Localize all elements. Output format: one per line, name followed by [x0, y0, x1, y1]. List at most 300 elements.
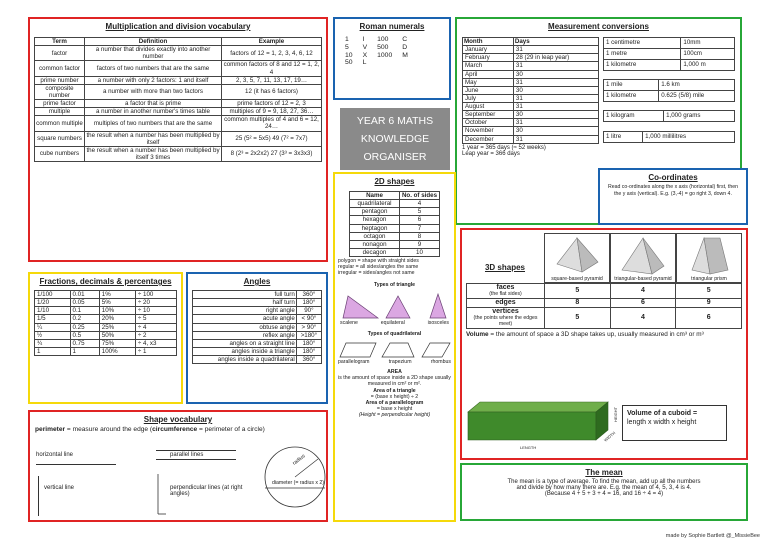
table-cell: ÷ 4 [135, 323, 176, 331]
parallelogram-area-title: Area of a parallelogram [365, 400, 424, 406]
mean-line-1: The mean is a type of average. To find the mean, add up all the numbers [507, 479, 701, 485]
horizontal-label: horizontal line [36, 452, 74, 458]
table-row [35, 84, 322, 99]
table-cell: 30 [513, 86, 598, 94]
row-label-title: edges [495, 299, 516, 307]
table-cell: ÷ 5 [135, 315, 176, 323]
table-cell: 2, 3, 5, 7, 11, 13, 17, 19… [222, 76, 322, 84]
irregular-def: irregular = sides/angles not same [338, 270, 415, 276]
table-cell: 20% [99, 315, 135, 323]
table-cell: 5 [400, 208, 440, 216]
table-cell: angles on a straight line [193, 339, 297, 347]
table-cell: multiples of two numbers that are the same [85, 116, 222, 131]
angles-panel [186, 272, 328, 404]
table-cell: ÷ 1 [135, 347, 176, 355]
table-cell: 31 [513, 46, 598, 54]
multiplication-vocab-panel [28, 17, 328, 262]
fractions-table [34, 290, 177, 356]
polygon-def: polygon = shape with straight sides [338, 258, 419, 264]
table-row [463, 103, 599, 111]
perpendicular-lines-icon [156, 472, 166, 516]
parallel-label: parallel lines [170, 452, 204, 458]
table-cell: angles inside a triangle [193, 347, 297, 355]
table-cell: factors of two numbers that are the same [85, 61, 222, 76]
table-cell: 50% [99, 331, 135, 339]
table-cell: 360° [296, 356, 321, 364]
table-row [193, 331, 322, 339]
table-cell: multiple [35, 108, 85, 116]
table-cell: 1 metre [604, 49, 681, 60]
table-row [35, 46, 322, 61]
diameter-label: diameter (= radius x 2) [272, 480, 325, 486]
table-cell: 0.1 [70, 307, 99, 315]
table-cell: 31 [513, 78, 598, 86]
table-cell: May [463, 78, 514, 86]
cuboid-title: Volume of a cuboid = [627, 410, 698, 417]
table-row [193, 299, 322, 307]
shapes-3d-title: 3D shapes [484, 263, 526, 272]
cuboid-length-label: LENGTH [520, 445, 537, 450]
table-cell: 1 [70, 347, 99, 355]
table-cell: common multiple [35, 116, 85, 131]
table-cell: acute angle [193, 315, 297, 323]
table-cell: 360° [296, 291, 321, 299]
table-cell: 0.5 [70, 331, 99, 339]
table-cell: 8 [400, 232, 440, 240]
triangular-pyramid-label: triangular-based pyramid [614, 276, 672, 282]
table-cell: a number with only 2 factors: 1 and itself [85, 76, 222, 84]
table-cell: < 90° [296, 315, 321, 323]
table-cell: 5 [545, 308, 611, 329]
shape-sides-header: No. of sides [400, 192, 440, 200]
table-cell: 0.75 [70, 339, 99, 347]
roman-numerals-panel [333, 17, 451, 100]
table-cell: March [463, 62, 514, 70]
table-row [35, 108, 322, 116]
table-cell: prime factor [35, 100, 85, 108]
triangle-types-title: Types of triangle [373, 282, 416, 288]
banner-line-3: ORGANISER [363, 151, 427, 163]
isosceles-label: isosceles [427, 320, 449, 326]
table-cell: 1/10 [35, 307, 71, 315]
table-row [35, 331, 177, 339]
table-row [463, 70, 599, 78]
row-label [467, 299, 545, 308]
year-line: 1 year = 365 days (≈ 52 weeks) [462, 144, 546, 151]
months-table [462, 37, 599, 144]
area-title: AREA [387, 369, 402, 375]
equilateral-label: equilateral [380, 320, 405, 326]
circumference-text: = perimeter of a circle) [197, 426, 265, 433]
table-cell: common multiples of 4 and 6 = 12, 24… [222, 116, 322, 131]
table-cell: 8 [545, 299, 611, 308]
table-cell: 1/20 [35, 299, 71, 307]
table-cell: 10 [345, 51, 353, 59]
table-cell: 1 kilometre [604, 60, 681, 71]
square-pyramid-label: square-based pyramid [551, 276, 603, 282]
coordinates-panel [598, 168, 748, 225]
table-cell: February [463, 54, 514, 62]
table-cell: 31 [513, 135, 598, 143]
table-cell: 5 [676, 284, 742, 299]
table-cell: 0.05 [70, 299, 99, 307]
table-row [193, 291, 322, 299]
table-cell: ÷ 10 [135, 307, 176, 315]
cuboid-icon [466, 398, 619, 450]
area-text: is the amount of space inside a 2D shape usually measured in cm² or m². [338, 375, 451, 387]
radius-label: radius [291, 453, 307, 467]
table-cell: quadrilateral [350, 200, 400, 208]
quadrilateral-types-icon [338, 339, 453, 359]
table-cell: multiples of 9 = 9, 18, 27, 36… [222, 108, 322, 116]
table-cell: 1 kilometre [604, 91, 659, 102]
table-row [604, 60, 735, 71]
table-cell: October [463, 119, 514, 127]
table-cell: 5% [99, 299, 135, 307]
table-cell: 9 [400, 240, 440, 248]
table-cell: 1000 [377, 51, 393, 59]
table-cell: ¾ [35, 339, 71, 347]
table-cell: a number that divides exactly into another number [85, 46, 222, 61]
table-cell: 6 [610, 299, 676, 308]
angles-title: Angles [243, 277, 271, 286]
table-cell: obtuse angle [193, 323, 297, 331]
table-cell: 100% [99, 347, 135, 355]
table-cell: V [362, 43, 368, 51]
fractions-title: Fractions, decimals & percentages [39, 277, 172, 286]
table-row [463, 111, 599, 119]
shape-vocab-title: Shape vocabulary [143, 415, 213, 424]
conversion-table [603, 131, 735, 143]
table-cell: > 90° [296, 323, 321, 331]
table-cell: L [362, 59, 367, 67]
table-cell: ¼ [35, 323, 71, 331]
table-cell: 0.2 [70, 315, 99, 323]
table-cell: August [463, 103, 514, 111]
table-cell: common factors of 8 and 12 = 1, 2, 4 [222, 61, 322, 76]
table-cell: 10mm [681, 38, 735, 49]
conversions [603, 37, 735, 157]
table-cell: 1 mile [604, 80, 659, 91]
square-pyramid-icon [552, 236, 602, 276]
table-cell: 0.25 [70, 323, 99, 331]
table-row [350, 248, 440, 256]
parallelogram-area-formula: = base x height [376, 406, 413, 412]
table-cell [397, 59, 413, 67]
table-cell: factor [35, 46, 85, 61]
table-cell: 1 litre [604, 132, 643, 143]
coordinates-title: Co-ordinates [648, 173, 698, 182]
table-row [463, 119, 599, 127]
table-row [350, 240, 440, 248]
table-cell: cube numbers [35, 146, 85, 161]
table-cell: June [463, 86, 514, 94]
circumference-word: circumference [152, 426, 198, 433]
multiplication-table [34, 37, 322, 162]
shapes-3d-table [466, 283, 742, 329]
table-cell: 100cm [681, 49, 735, 60]
table-cell: 31 [513, 119, 598, 127]
table-cell: a number in another number's times table [85, 108, 222, 116]
multiplication-title: Multiplication and division vocabulary [105, 22, 251, 31]
table-cell: octagon [350, 232, 400, 240]
table-cell: I [362, 36, 365, 43]
table-row [350, 208, 440, 216]
triangle-area-formula: = (base x height) ÷ 2 [370, 394, 419, 400]
coordinates-text: Read co-ordinates along the x axis (horizontal) first, then the y axis (vertical). E.g. (3,-4) = go right 3, down 4. [607, 184, 739, 198]
table-cell: common factor [35, 61, 85, 76]
table-row [463, 127, 599, 135]
table-cell: 4 [610, 308, 676, 329]
table-cell: 180° [296, 299, 321, 307]
table-cell: 10% [99, 307, 135, 315]
row-label [467, 284, 545, 299]
table-row [193, 323, 322, 331]
row-label [467, 308, 545, 329]
shape-vocab-panel [28, 410, 328, 522]
table-cell: 30 [513, 127, 598, 135]
quad-types-title: Types of quadrilateral [367, 331, 422, 337]
parallelogram-label: parallelogram [338, 359, 370, 365]
conversion-table [603, 110, 735, 122]
table-cell: January [463, 46, 514, 54]
table-row [193, 347, 322, 355]
table-cell: 10 [400, 248, 440, 256]
row-label-title: faces [496, 284, 515, 291]
table-cell: 1% [99, 291, 135, 299]
vertical-line-icon [38, 476, 39, 516]
table-row [35, 116, 322, 131]
table-cell: nonagon [350, 240, 400, 248]
table-cell: 7 [400, 224, 440, 232]
table-cell: a factor that is prime [85, 100, 222, 108]
table-row [35, 347, 177, 355]
roman-title: Roman numerals [359, 22, 425, 31]
table-cell: 4 [400, 200, 440, 208]
cuboid-formula-box [622, 405, 727, 441]
table-cell: 5 [345, 43, 349, 51]
table-cell: prime factors of 12 = 2, 3 [222, 100, 322, 108]
table-cell: 0.01 [70, 291, 99, 299]
table-row [340, 36, 413, 44]
table-row [463, 86, 599, 94]
banner-line-1: YEAR 6 MATHS [356, 115, 434, 127]
cuboid-width-label: WIDTH [602, 430, 617, 443]
table-row [340, 52, 413, 60]
scalene-label: scalene [340, 320, 358, 326]
fractions-panel [28, 272, 183, 404]
shape-name-header: Name [350, 192, 400, 200]
table-cell: 12 (it has 6 factors) [222, 84, 322, 99]
conversion-table [603, 37, 735, 71]
table-row [35, 299, 177, 307]
table-cell: 31 [513, 94, 598, 102]
triangle-types-icon [338, 290, 453, 320]
table-row [467, 299, 742, 308]
table-cell: November [463, 127, 514, 135]
table-cell: D [402, 43, 408, 51]
table-cell: 100 [377, 36, 389, 43]
banner-line-2: KNOWLEDGE [360, 133, 430, 145]
table-row [604, 91, 735, 102]
cuboid-formula: length x width x height [627, 419, 697, 426]
rhombus-label: rhombus [430, 359, 451, 365]
table-cell: 180° [296, 339, 321, 347]
table-cell: 500 [377, 43, 389, 51]
table-cell: angles inside a quadrilateral [193, 356, 297, 364]
table-cell: factors of 12 = 1, 2, 3, 4, 6, 12 [222, 46, 322, 61]
table-cell: 50 [345, 59, 353, 67]
triangular-prism-label: triangular prism [691, 276, 727, 282]
mult-header-term: Term [35, 38, 85, 46]
regular-def: regular = all sides/angles the same [338, 264, 419, 270]
shapes-3d-panel [460, 228, 748, 460]
table-cell: 1,000 m [681, 60, 735, 71]
table-row [35, 339, 177, 347]
table-cell [372, 59, 397, 67]
table-row [604, 38, 735, 49]
table-row [35, 146, 322, 161]
mean-title: The mean [585, 468, 623, 477]
mult-header-definition: Definition [85, 38, 222, 46]
row-label-sub: (the flat sides) [489, 291, 522, 298]
angles-table [192, 290, 322, 364]
table-cell: ÷ 20 [135, 299, 176, 307]
shapes-2d-table [349, 191, 440, 257]
table-row [350, 216, 440, 224]
horizontal-line-icon [36, 464, 116, 465]
table-row [604, 132, 735, 143]
table-cell: 30 [513, 111, 598, 119]
table-cell: the result when a number has been multiplied by itself [86, 131, 220, 146]
vertical-label: vertical line [44, 485, 75, 491]
table-cell: heptagon [350, 224, 400, 232]
table-cell: full turn [193, 291, 297, 299]
table-cell: X [362, 51, 368, 59]
table-cell: 1,000 grams [664, 111, 735, 122]
table-cell: ½ [35, 331, 71, 339]
table-cell: the result when a number has been multiplied by itself 3 times [86, 146, 220, 161]
credit-footer: made by Sophie Bartlett @_MissieBee [665, 533, 760, 539]
perimeter-text: = measure around the edge ( [65, 426, 153, 433]
mean-panel [460, 463, 748, 521]
table-cell: 4 [610, 284, 676, 299]
table-row [35, 323, 177, 331]
table-row [193, 315, 322, 323]
table-row [193, 339, 322, 347]
table-cell: a number with more than two factors [85, 84, 222, 99]
table-cell: decagon [350, 248, 400, 256]
table-cell: 1,000 millilitres [643, 132, 735, 143]
table-cell: 31 [513, 103, 598, 111]
table-row [35, 100, 322, 108]
table-cell: half turn [193, 299, 297, 307]
table-cell: April [463, 70, 514, 78]
table-row [350, 224, 440, 232]
table-cell: 90° [296, 307, 321, 315]
trapezium-label: trapezium [388, 359, 412, 365]
table-row [340, 44, 413, 52]
table-cell: 180° [296, 347, 321, 355]
height-note: (Height = perpendicular height) [358, 412, 431, 418]
table-cell: 1 [345, 36, 349, 43]
table-cell: 75% [99, 339, 135, 347]
table-cell: ÷ 100 [135, 291, 176, 299]
table-cell: 30 [513, 70, 598, 78]
table-cell: prime number [35, 76, 85, 84]
table-cell: 1.6 km [659, 80, 735, 91]
table-cell: 9 [676, 299, 742, 308]
mult-header-example: Example [222, 38, 322, 46]
perpendicular-label: perpendicular lines (at right angles) [170, 485, 243, 497]
shapes-2d-title: 2D shapes [374, 177, 415, 186]
measurement-title: Measurement conversions [548, 22, 649, 31]
table-row [193, 356, 322, 364]
triangular-prism-icon [684, 236, 734, 276]
table-cell: hexagon [350, 216, 400, 224]
table-row [350, 232, 440, 240]
perimeter-word: perimeter [35, 426, 66, 433]
table-cell: composite number [35, 84, 85, 99]
table-row [463, 135, 599, 143]
table-row [463, 46, 599, 54]
table-cell: 6 [400, 216, 440, 224]
triangle-area-title: Area of a triangle [373, 388, 416, 394]
table-cell: M [402, 51, 408, 59]
title-banner [340, 108, 450, 170]
table-row [463, 62, 599, 70]
table-cell: 1/100 [35, 291, 71, 299]
table-cell: right angle [193, 307, 297, 315]
table-cell: 5 [545, 284, 611, 299]
table-cell: September [463, 111, 514, 119]
table-row [35, 307, 177, 315]
table-row [35, 61, 322, 76]
table-cell: reflex angle [193, 331, 297, 339]
table-cell: 25 (5² = 5x5) 49 (7² = 7x7) [222, 131, 322, 146]
table-cell: 0.625 (5/8) mile [659, 91, 735, 102]
volume-text: = the amount of space a 3D shape takes up, usually measured in cm³ or m³ [488, 331, 704, 339]
conversion-table [603, 79, 735, 102]
cuboid-height-label: HEIGHT [613, 406, 619, 423]
table-cell: 31 [513, 62, 598, 70]
table-cell: July [463, 94, 514, 102]
table-row [467, 308, 742, 329]
table-cell: ÷ 4, x3 [135, 339, 176, 347]
mean-line-2: and divide by how many there are. E.g. the mean of 4, 5, 3, 4 is 4. [516, 485, 692, 491]
table-row [35, 131, 322, 146]
table-cell: 1 [35, 347, 71, 355]
table-cell: 1/5 [35, 315, 71, 323]
volume-word: Volume [466, 331, 489, 339]
table-cell: 28 (29 in leap year) [513, 54, 598, 62]
table-row [340, 59, 413, 67]
table-cell: 8 (2³ = 2x2x2) 27 (3³ = 3x3x3) [222, 146, 322, 161]
row-label-sub: (the points where the edges meet) [473, 315, 538, 328]
table-row [604, 80, 735, 91]
table-row [35, 76, 322, 84]
month-header: Month [463, 38, 514, 46]
shapes-2d-panel [333, 172, 456, 522]
table-row [35, 315, 177, 323]
table-cell: pentagon [350, 208, 400, 216]
table-cell: 1 kilogram [604, 111, 664, 122]
table-cell: 1 centimetre [604, 38, 681, 49]
circle-diagram-icon [262, 444, 328, 510]
mean-line-3: (Because 4 + 5 + 3 + 4 = 16, and 16 ÷ 4 = 4) [544, 491, 664, 497]
leap-year-line: Leap year = 366 days [462, 150, 520, 157]
triangular-pyramid-icon [618, 236, 668, 276]
